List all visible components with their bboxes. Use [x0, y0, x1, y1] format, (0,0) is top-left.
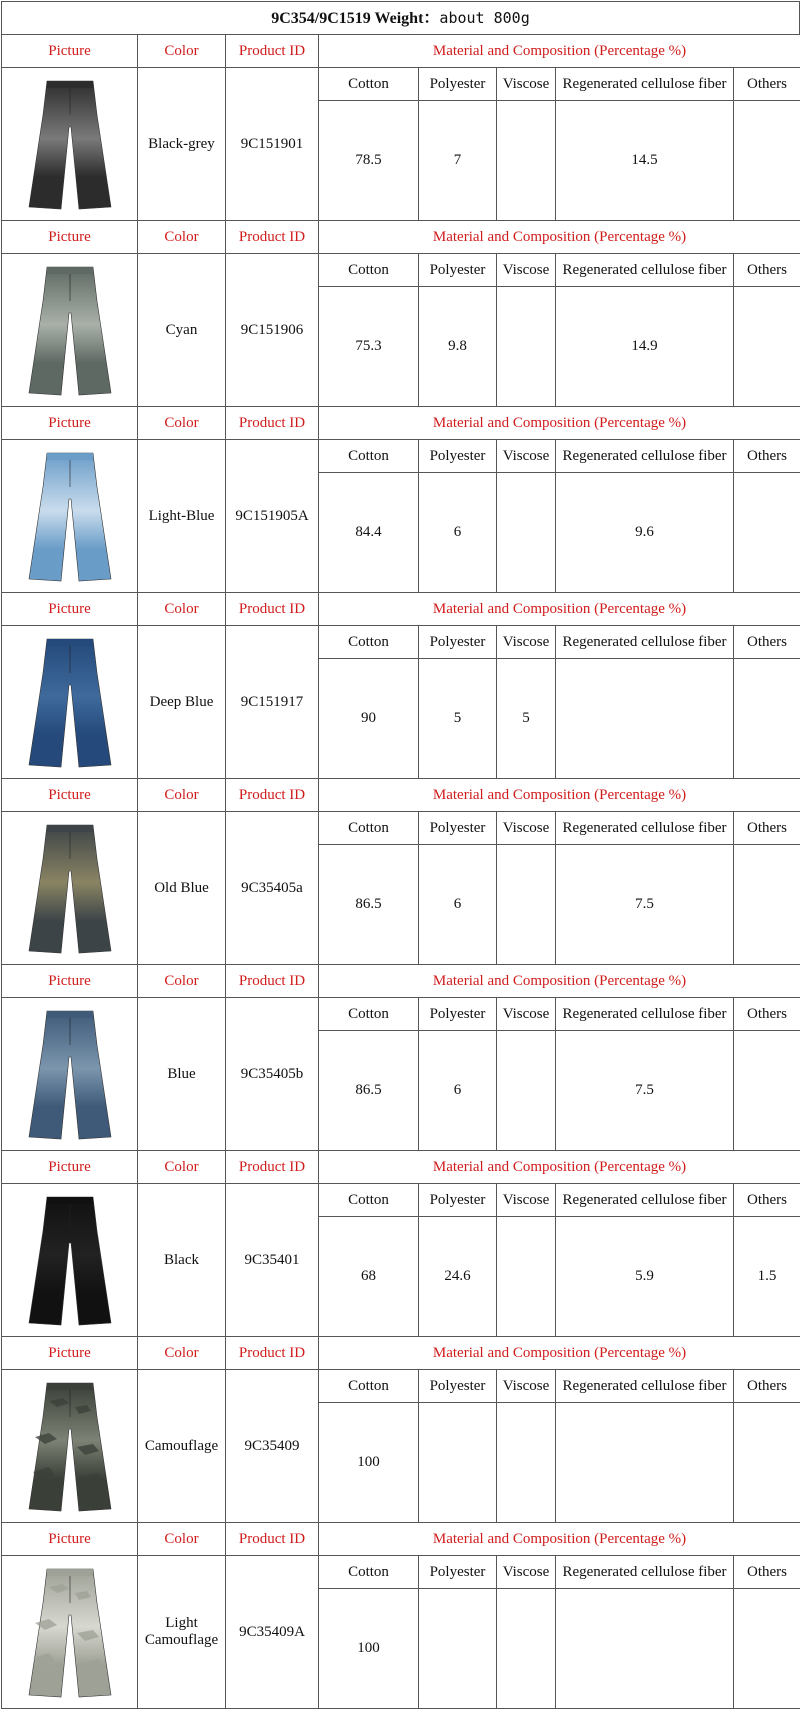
- header-color: Color: [138, 221, 226, 254]
- regenerated-value: 7.5: [556, 1031, 734, 1151]
- product-id-cell: 9C35405a: [226, 812, 319, 965]
- header-color: Color: [138, 1151, 226, 1184]
- product-picture: [2, 1556, 137, 1708]
- product-picture-cell: [2, 812, 138, 965]
- header-product-id: Product ID: [226, 221, 319, 254]
- fiber-cotton-label: Cotton: [319, 812, 419, 845]
- header-product-id: Product ID: [226, 407, 319, 440]
- others-value: [734, 101, 800, 221]
- fiber-cotton-label: Cotton: [319, 626, 419, 659]
- section-header-row: [2, 35, 800, 68]
- header-picture: Picture: [2, 407, 138, 440]
- product-picture: [2, 68, 137, 220]
- fiber-polyester-label: Polyester: [419, 1184, 497, 1217]
- fiber-polyester-label: Polyester: [419, 68, 497, 101]
- regenerated-value: [556, 659, 734, 779]
- header-composition: Material and Composition (Percentage %): [319, 35, 800, 68]
- fiber-header-row: [2, 1184, 800, 1217]
- header-product-id: Product ID: [226, 779, 319, 812]
- section-header-row: [2, 1523, 800, 1556]
- others-value: [734, 845, 800, 965]
- section-header-row: [2, 407, 800, 440]
- header-composition: Material and Composition (Percentage %): [319, 1151, 800, 1184]
- product-picture-cell: [2, 440, 138, 593]
- cotton-value: 86.5: [319, 845, 419, 965]
- fiber-others-label: Others: [734, 626, 800, 659]
- product-id-cell: 9C151905A: [226, 440, 319, 593]
- section-header-row: [2, 593, 800, 626]
- product-id-cell: 9C151901: [226, 68, 319, 221]
- product-picture: [2, 626, 137, 778]
- fiber-header-row: [2, 1556, 800, 1589]
- fiber-viscose-label: Viscose: [497, 1370, 556, 1403]
- fiber-viscose-label: Viscose: [497, 68, 556, 101]
- title-text: 9C354/9C1519 Weight：: [271, 10, 440, 27]
- fiber-polyester-label: Polyester: [419, 440, 497, 473]
- product-picture-cell: [2, 1184, 138, 1337]
- viscose-value: [497, 1589, 556, 1709]
- header-product-id: Product ID: [226, 1337, 319, 1370]
- product-picture: [2, 998, 137, 1150]
- viscose-value: [497, 1217, 556, 1337]
- fiber-header-row: [2, 812, 800, 845]
- header-composition: Material and Composition (Percentage %): [319, 407, 800, 440]
- section-header-row: [2, 965, 800, 998]
- color-cell: Old Blue: [138, 812, 226, 965]
- polyester-value: 5: [419, 659, 497, 779]
- fiber-viscose-label: Viscose: [497, 254, 556, 287]
- fiber-regenerated-label: Regenerated cellulose fiber: [556, 1184, 734, 1217]
- fiber-others-label: Others: [734, 998, 800, 1031]
- fiber-polyester-label: Polyester: [419, 1370, 497, 1403]
- others-value: [734, 473, 800, 593]
- regenerated-value: [556, 1403, 734, 1523]
- section-header-row: [2, 221, 800, 254]
- fiber-header-row: [2, 68, 800, 101]
- product-picture: [2, 440, 137, 592]
- polyester-value: 6: [419, 845, 497, 965]
- jeans-image: [25, 1377, 115, 1515]
- color-cell: Camouflage: [138, 1370, 226, 1523]
- polyester-value: [419, 1403, 497, 1523]
- others-value: 1.5: [734, 1217, 800, 1337]
- cotton-value: 86.5: [319, 1031, 419, 1151]
- viscose-value: [497, 287, 556, 407]
- fiber-header-row: [2, 254, 800, 287]
- viscose-value: [497, 473, 556, 593]
- fiber-cotton-label: Cotton: [319, 998, 419, 1031]
- fiber-regenerated-label: Regenerated cellulose fiber: [556, 1370, 734, 1403]
- fiber-cotton-label: Cotton: [319, 1556, 419, 1589]
- viscose-value: [497, 845, 556, 965]
- header-composition: Material and Composition (Percentage %): [319, 593, 800, 626]
- cotton-value: 68: [319, 1217, 419, 1337]
- fiber-regenerated-label: Regenerated cellulose fiber: [556, 626, 734, 659]
- color-cell: Cyan: [138, 254, 226, 407]
- jeans-image: [25, 1563, 115, 1701]
- fiber-regenerated-label: Regenerated cellulose fiber: [556, 998, 734, 1031]
- product-picture-cell: [2, 998, 138, 1151]
- regenerated-value: 14.5: [556, 101, 734, 221]
- fiber-viscose-label: Viscose: [497, 626, 556, 659]
- header-color: Color: [138, 1523, 226, 1556]
- product-picture-cell: [2, 626, 138, 779]
- header-composition: Material and Composition (Percentage %): [319, 221, 800, 254]
- fiber-viscose-label: Viscose: [497, 998, 556, 1031]
- product-picture-cell: [2, 68, 138, 221]
- header-color: Color: [138, 35, 226, 68]
- others-value: [734, 1031, 800, 1151]
- header-color: Color: [138, 407, 226, 440]
- header-product-id: Product ID: [226, 1151, 319, 1184]
- header-product-id: Product ID: [226, 1523, 319, 1556]
- viscose-value: [497, 1031, 556, 1151]
- header-product-id: Product ID: [226, 965, 319, 998]
- product-picture-cell: [2, 1556, 138, 1709]
- color-cell: Light Camouflage: [138, 1556, 226, 1709]
- header-composition: Material and Composition (Percentage %): [319, 1337, 800, 1370]
- fiber-viscose-label: Viscose: [497, 440, 556, 473]
- viscose-value: [497, 101, 556, 221]
- fiber-regenerated-label: Regenerated cellulose fiber: [556, 254, 734, 287]
- header-composition: Material and Composition (Percentage %): [319, 965, 800, 998]
- section-header-row: [2, 1151, 800, 1184]
- jeans-image: [25, 819, 115, 957]
- fiber-others-label: Others: [734, 1184, 800, 1217]
- fiber-cotton-label: Cotton: [319, 1370, 419, 1403]
- fiber-cotton-label: Cotton: [319, 440, 419, 473]
- fiber-header-row: [2, 1370, 800, 1403]
- fiber-polyester-label: Polyester: [419, 254, 497, 287]
- cotton-value: 75.3: [319, 287, 419, 407]
- title-weight: about 800g: [439, 9, 530, 27]
- product-id-cell: 9C151917: [226, 626, 319, 779]
- header-color: Color: [138, 779, 226, 812]
- regenerated-value: 5.9: [556, 1217, 734, 1337]
- fiber-others-label: Others: [734, 440, 800, 473]
- header-picture: Picture: [2, 1151, 138, 1184]
- regenerated-value: 7.5: [556, 845, 734, 965]
- regenerated-value: 9.6: [556, 473, 734, 593]
- sheet-title: [1, 1, 800, 34]
- fiber-regenerated-label: Regenerated cellulose fiber: [556, 440, 734, 473]
- fiber-polyester-label: Polyester: [419, 626, 497, 659]
- color-cell: Deep Blue: [138, 626, 226, 779]
- fiber-others-label: Others: [734, 68, 800, 101]
- product-id-cell: 9C35409A: [226, 1556, 319, 1709]
- cotton-value: 100: [319, 1589, 419, 1709]
- header-color: Color: [138, 1337, 226, 1370]
- polyester-value: 6: [419, 473, 497, 593]
- product-id-cell: 9C151906: [226, 254, 319, 407]
- fiber-polyester-label: Polyester: [419, 998, 497, 1031]
- cotton-value: 100: [319, 1403, 419, 1523]
- header-product-id: Product ID: [226, 593, 319, 626]
- viscose-value: 5: [497, 659, 556, 779]
- fiber-regenerated-label: Regenerated cellulose fiber: [556, 68, 734, 101]
- header-product-id: Product ID: [226, 35, 319, 68]
- fiber-viscose-label: Viscose: [497, 1184, 556, 1217]
- fiber-polyester-label: Polyester: [419, 812, 497, 845]
- fiber-regenerated-label: Regenerated cellulose fiber: [556, 1556, 734, 1589]
- others-value: [734, 659, 800, 779]
- viscose-value: [497, 1403, 556, 1523]
- regenerated-value: [556, 1589, 734, 1709]
- fiber-viscose-label: Viscose: [497, 812, 556, 845]
- fiber-regenerated-label: Regenerated cellulose fiber: [556, 812, 734, 845]
- color-cell: Black: [138, 1184, 226, 1337]
- fiber-header-row: [2, 998, 800, 1031]
- fiber-others-label: Others: [734, 254, 800, 287]
- polyester-value: 24.6: [419, 1217, 497, 1337]
- header-picture: Picture: [2, 779, 138, 812]
- fiber-others-label: Others: [734, 1556, 800, 1589]
- jeans-image: [25, 633, 115, 771]
- cotton-value: 84.4: [319, 473, 419, 593]
- others-value: [734, 1589, 800, 1709]
- cotton-value: 78.5: [319, 101, 419, 221]
- regenerated-value: 14.9: [556, 287, 734, 407]
- product-id-cell: 9C35401: [226, 1184, 319, 1337]
- fiber-header-row: [2, 440, 800, 473]
- spec-sheet: [1, 1, 800, 1709]
- product-picture: [2, 812, 137, 964]
- product-id-cell: 9C35409: [226, 1370, 319, 1523]
- fiber-cotton-label: Cotton: [319, 254, 419, 287]
- fiber-others-label: Others: [734, 812, 800, 845]
- jeans-image: [25, 1005, 115, 1143]
- polyester-value: 7: [419, 101, 497, 221]
- header-picture: Picture: [2, 965, 138, 998]
- product-picture-cell: [2, 254, 138, 407]
- jeans-image: [25, 447, 115, 585]
- fiber-header-row: [2, 626, 800, 659]
- product-picture: [2, 254, 137, 406]
- polyester-value: 6: [419, 1031, 497, 1151]
- polyester-value: 9.8: [419, 287, 497, 407]
- header-composition: Material and Composition (Percentage %): [319, 779, 800, 812]
- fiber-polyester-label: Polyester: [419, 1556, 497, 1589]
- fiber-cotton-label: Cotton: [319, 1184, 419, 1217]
- others-value: [734, 1403, 800, 1523]
- jeans-image: [25, 261, 115, 399]
- color-cell: Blue: [138, 998, 226, 1151]
- fiber-cotton-label: Cotton: [319, 68, 419, 101]
- header-picture: Picture: [2, 35, 138, 68]
- composition-table: [1, 34, 800, 1709]
- header-picture: Picture: [2, 593, 138, 626]
- header-composition: Material and Composition (Percentage %): [319, 1523, 800, 1556]
- header-picture: Picture: [2, 1337, 138, 1370]
- others-value: [734, 287, 800, 407]
- header-picture: Picture: [2, 1523, 138, 1556]
- jeans-image: [25, 75, 115, 213]
- header-color: Color: [138, 593, 226, 626]
- section-header-row: [2, 779, 800, 812]
- product-picture-cell: [2, 1370, 138, 1523]
- fiber-viscose-label: Viscose: [497, 1556, 556, 1589]
- header-picture: Picture: [2, 221, 138, 254]
- color-cell: Light-Blue: [138, 440, 226, 593]
- product-id-cell: 9C35405b: [226, 998, 319, 1151]
- fiber-others-label: Others: [734, 1370, 800, 1403]
- color-cell: Black-grey: [138, 68, 226, 221]
- product-picture: [2, 1184, 137, 1336]
- section-header-row: [2, 1337, 800, 1370]
- cotton-value: 90: [319, 659, 419, 779]
- header-color: Color: [138, 965, 226, 998]
- polyester-value: [419, 1589, 497, 1709]
- product-picture: [2, 1370, 137, 1522]
- jeans-image: [25, 1191, 115, 1329]
